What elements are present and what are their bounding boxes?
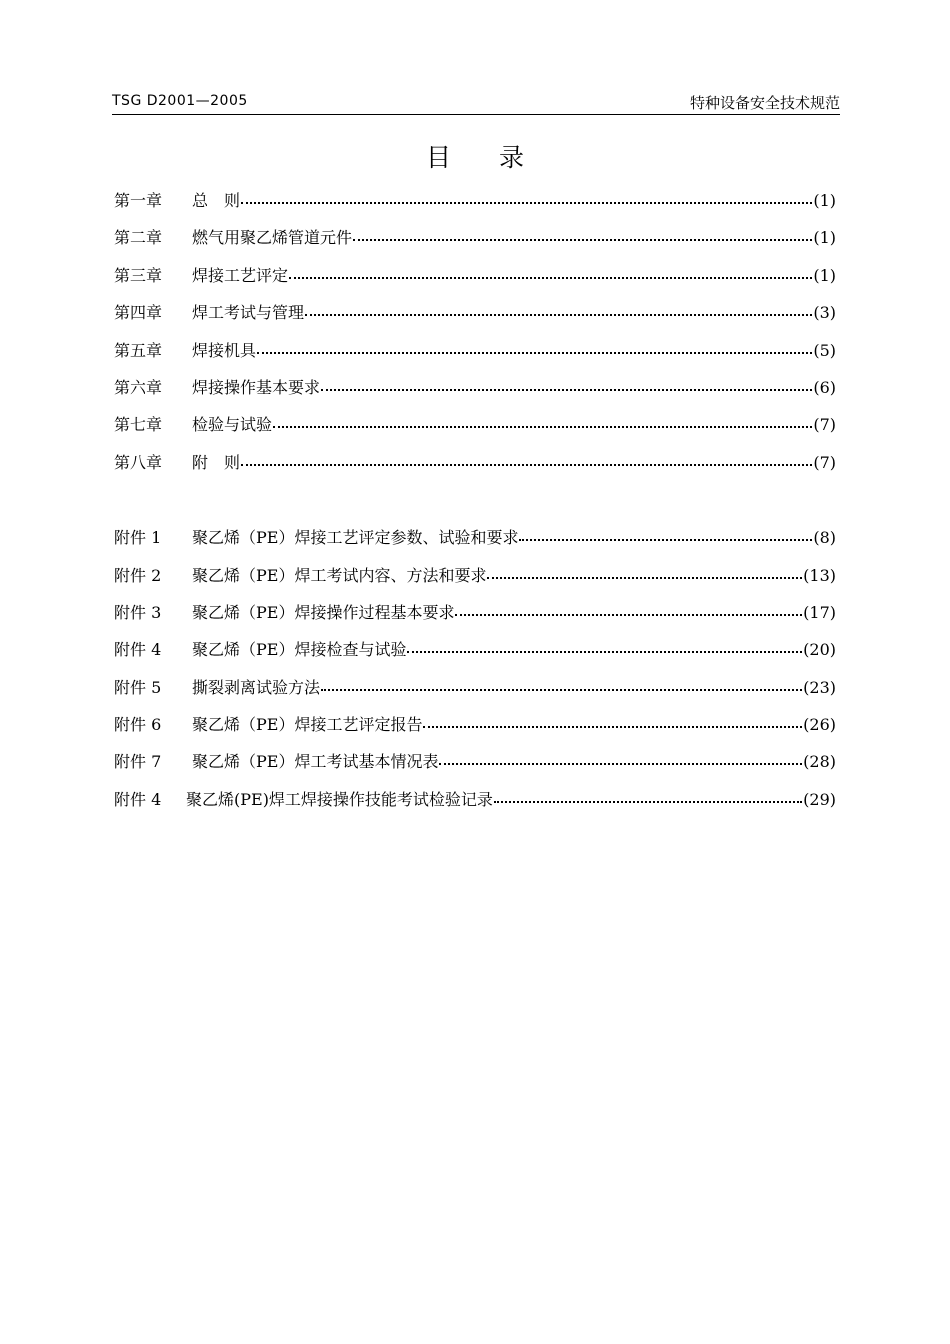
toc-entry-title: 附 则 (192, 452, 241, 472)
document-series: 特种设备安全技术规范 (689, 94, 840, 112)
toc-entry-page: (13) (803, 565, 836, 585)
toc-entry-title: 焊接操作基本要求 (192, 377, 321, 397)
toc-entry-title: 焊接工艺评定 (192, 265, 289, 285)
toc-entry-label: 附件 1 (114, 528, 162, 548)
toc-entry-label: 附件 3 (114, 602, 162, 622)
toc-entry[interactable] (114, 749, 836, 786)
toc-entry-label: 附件 7 (114, 752, 162, 772)
toc-entry-page: (3) (813, 303, 836, 323)
toc-entry-label: 第四章 (114, 303, 163, 323)
toc-entry-page: (29) (803, 789, 836, 809)
toc-entry-label: 第七章 (114, 415, 163, 435)
dot-leader (353, 230, 812, 246)
toc-entry[interactable] (114, 412, 836, 449)
dot-leader (519, 530, 812, 546)
toc-entry-label: 第六章 (114, 377, 163, 397)
toc-entry-title: 焊接机具 (192, 340, 257, 360)
toc-entry-title: 燃气用聚乙烯管道元件 (192, 228, 353, 248)
toc-entry-label: 附件 4 (114, 789, 162, 809)
dot-leader (241, 193, 812, 209)
dot-leader (487, 568, 802, 584)
toc-entry-page: (8) (813, 528, 836, 548)
dot-leader (494, 792, 802, 808)
toc-entry-page: (20) (803, 640, 836, 660)
toc-entry[interactable] (114, 375, 836, 412)
toc-entry[interactable] (114, 563, 836, 600)
section-spacer (114, 487, 836, 525)
dot-leader (407, 642, 802, 658)
dot-leader (423, 717, 802, 733)
toc-entry-title: 撕裂剥离试验方法 (192, 677, 321, 697)
dot-leader (439, 754, 802, 770)
toc-entry-label: 附件 4 (114, 640, 162, 660)
toc-entry-title: 检验与试验 (192, 415, 273, 435)
toc-entry-page: (6) (813, 377, 836, 397)
toc-entry-title: 聚乙烯（PE）焊接工艺评定报告 (192, 715, 423, 735)
toc-title-part1: 目 (425, 143, 451, 172)
toc-entry-title: 聚乙烯（PE）焊接操作过程基本要求 (192, 602, 455, 622)
toc-entry-label: 第五章 (114, 340, 163, 360)
toc-entry[interactable] (114, 637, 836, 674)
dot-leader (289, 268, 812, 284)
toc-entry[interactable] (114, 263, 836, 300)
toc-entry[interactable] (114, 300, 836, 337)
document-code: TSG D2001—2005 (112, 93, 248, 109)
toc-entry[interactable] (114, 225, 836, 262)
toc-entry[interactable] (114, 712, 836, 749)
toc-entry-label: 第三章 (114, 265, 163, 285)
toc-entry-title: 聚乙烯（PE）焊工考试内容、方法和要求 (192, 565, 487, 585)
page-header (112, 92, 840, 115)
toc-entry-title: 聚乙烯（PE）焊接工艺评定参数、试验和要求 (192, 528, 519, 548)
toc-entry-title: 总 则 (192, 191, 241, 210)
dot-leader (321, 680, 802, 696)
dot-leader (305, 305, 812, 321)
toc-entry[interactable] (114, 450, 836, 487)
toc-entry-page: (1) (813, 265, 836, 285)
toc-entry[interactable] (114, 188, 836, 225)
toc-entry[interactable] (114, 787, 836, 824)
toc-entry-label: 附件 6 (114, 715, 162, 735)
toc-entry-label: 附件 5 (114, 677, 162, 697)
toc-entry-title: 聚乙烯（PE）焊工考试基本情况表 (192, 752, 439, 772)
toc-entry[interactable] (114, 338, 836, 375)
toc-entry-page: (26) (803, 715, 836, 735)
toc-entry-page: (7) (813, 452, 836, 472)
toc-entry[interactable] (114, 675, 836, 712)
toc-entry-page: (23) (803, 677, 836, 697)
dot-leader (257, 343, 812, 359)
toc-entry-label: 第二章 (114, 228, 163, 248)
toc-entry-label: 附件 2 (114, 565, 162, 585)
toc-entry-page: (1) (813, 228, 836, 248)
toc-entry[interactable] (114, 600, 836, 637)
toc-entry-page: (1) (813, 191, 836, 210)
toc-entry-title: 聚乙烯（PE）焊接检查与试验 (192, 640, 407, 660)
toc-entry-page: (5) (813, 340, 836, 360)
toc-title-part2: 录 (499, 143, 525, 172)
toc-entry-label: 第一章 (114, 191, 163, 210)
toc-entry-title: 焊工考试与管理 (192, 303, 305, 323)
toc-entry-page: (7) (813, 415, 836, 435)
dot-leader (455, 605, 802, 621)
dot-leader (273, 417, 812, 433)
toc-entry-label: 第八章 (114, 452, 163, 472)
toc-entry-title: 聚乙烯(PE)焊工焊接操作技能考试检验记录 (186, 789, 493, 809)
dot-leader (241, 455, 812, 471)
toc-title (0, 138, 950, 174)
toc-entry[interactable] (114, 525, 836, 562)
toc-entry-page: (28) (803, 752, 836, 772)
toc-entry-page: (17) (803, 602, 836, 622)
dot-leader (321, 380, 812, 396)
table-of-contents (114, 188, 836, 824)
